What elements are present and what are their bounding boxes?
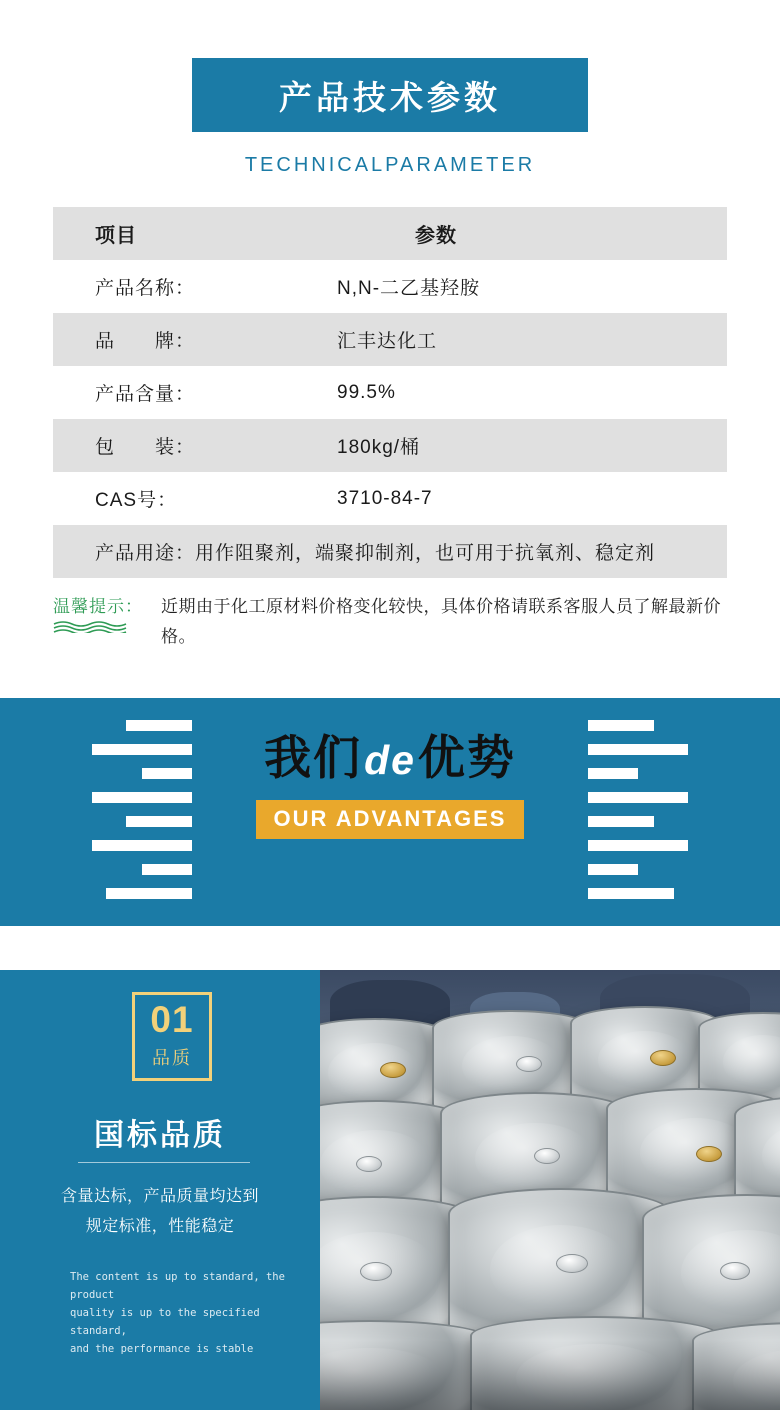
row-key: 品 牌： [95,331,196,352]
drum-cap-icon [696,1146,722,1162]
table-row [53,260,727,313]
stripe [92,840,192,851]
row-key: 包 装： [95,437,196,458]
drum-cap-icon [380,1062,406,1078]
advantages-title-left: 我们 [264,731,363,784]
row-value: 180kg/桶 [337,437,421,458]
feature-description-en [70,1268,306,1358]
row-value: 汇丰达化工 [337,331,438,352]
stripe [588,840,688,851]
row-value: 3710-84-7 [337,487,433,509]
row-key: CAS号： [95,490,178,511]
page-title: 产品技术参数 [279,78,501,116]
tip-label-wrap [53,592,161,638]
drum-cap-icon [356,1156,382,1172]
drum-cap-icon [720,1262,750,1280]
spec-table [53,207,727,578]
feature-desc-en-line-1: The content is up to standard, the product [70,1271,285,1301]
drum-cap-icon [534,1148,560,1164]
advantages-title-de: de [364,737,416,783]
advantages-banner [0,698,780,926]
spec-section [0,0,780,652]
table-header-row [53,207,727,260]
row-value: N,N-二乙基羟胺 [337,278,481,299]
feature-title: 国标品质 [94,1119,226,1152]
feature-number-label: 品质 [152,1048,192,1068]
table-row [53,472,727,525]
advantages-title-right: 优势 [417,731,516,784]
advantages-badge [256,800,525,839]
stripe [588,888,674,899]
row-usage: 产品用途：用作阻聚剂，端聚抑制剂，也可用于抗氧剂、稳定剂 [95,543,656,564]
drum-cap-icon [516,1056,542,1072]
table-row-usage [53,525,727,578]
stripe [106,888,192,899]
spec-title-en: TECHNICALPARAMETER [244,154,536,176]
feature-block-quality [0,970,780,1410]
table-row [53,366,727,419]
wave-underline-icon [53,621,127,633]
row-key: 产品名称： [95,278,196,299]
stripe [588,864,638,875]
product-photo-drums [320,970,780,1410]
tip-row [53,592,727,652]
advantages-title-en: OUR ADVANTAGES [273,805,507,831]
drum-cap-icon [360,1262,392,1281]
feature-description [24,1182,296,1242]
photo-vignette [320,1340,780,1410]
feature-desc-en-line-3: and the performance is stable [70,1343,254,1355]
feature-number: 01 [150,999,194,1040]
feature-divider [78,1162,250,1163]
stripe [142,864,192,875]
advantages-title-cn [0,732,780,784]
feature-desc-line-1: 含量达标，产品质量均达到 [60,1188,259,1205]
tip-label: 温馨提示： [53,597,143,616]
row-key: 产品含量： [95,384,196,405]
drum-cap-icon [650,1050,676,1066]
feature-desc-en-line-2: quality is up to the specified standard, [70,1307,260,1337]
feature-text-panel [0,970,320,1410]
stripe [588,720,654,731]
drum-cap-icon [556,1254,588,1273]
spec-title-bar [192,58,588,132]
feature-number-badge [132,992,212,1081]
header-param: 参数 [415,225,457,247]
table-row [53,313,727,366]
table-row [53,419,727,472]
feature-desc-line-2: 规定标准，性能稳定 [85,1218,235,1235]
tip-text: 近期由于化工原材料价格变化较快，具体价格请联系客服人员了解最新价格。 [161,597,721,646]
row-value: 99.5% [337,381,396,403]
advantages-heading [0,732,780,839]
header-item: 项目 [95,225,137,247]
stripe [126,720,192,731]
